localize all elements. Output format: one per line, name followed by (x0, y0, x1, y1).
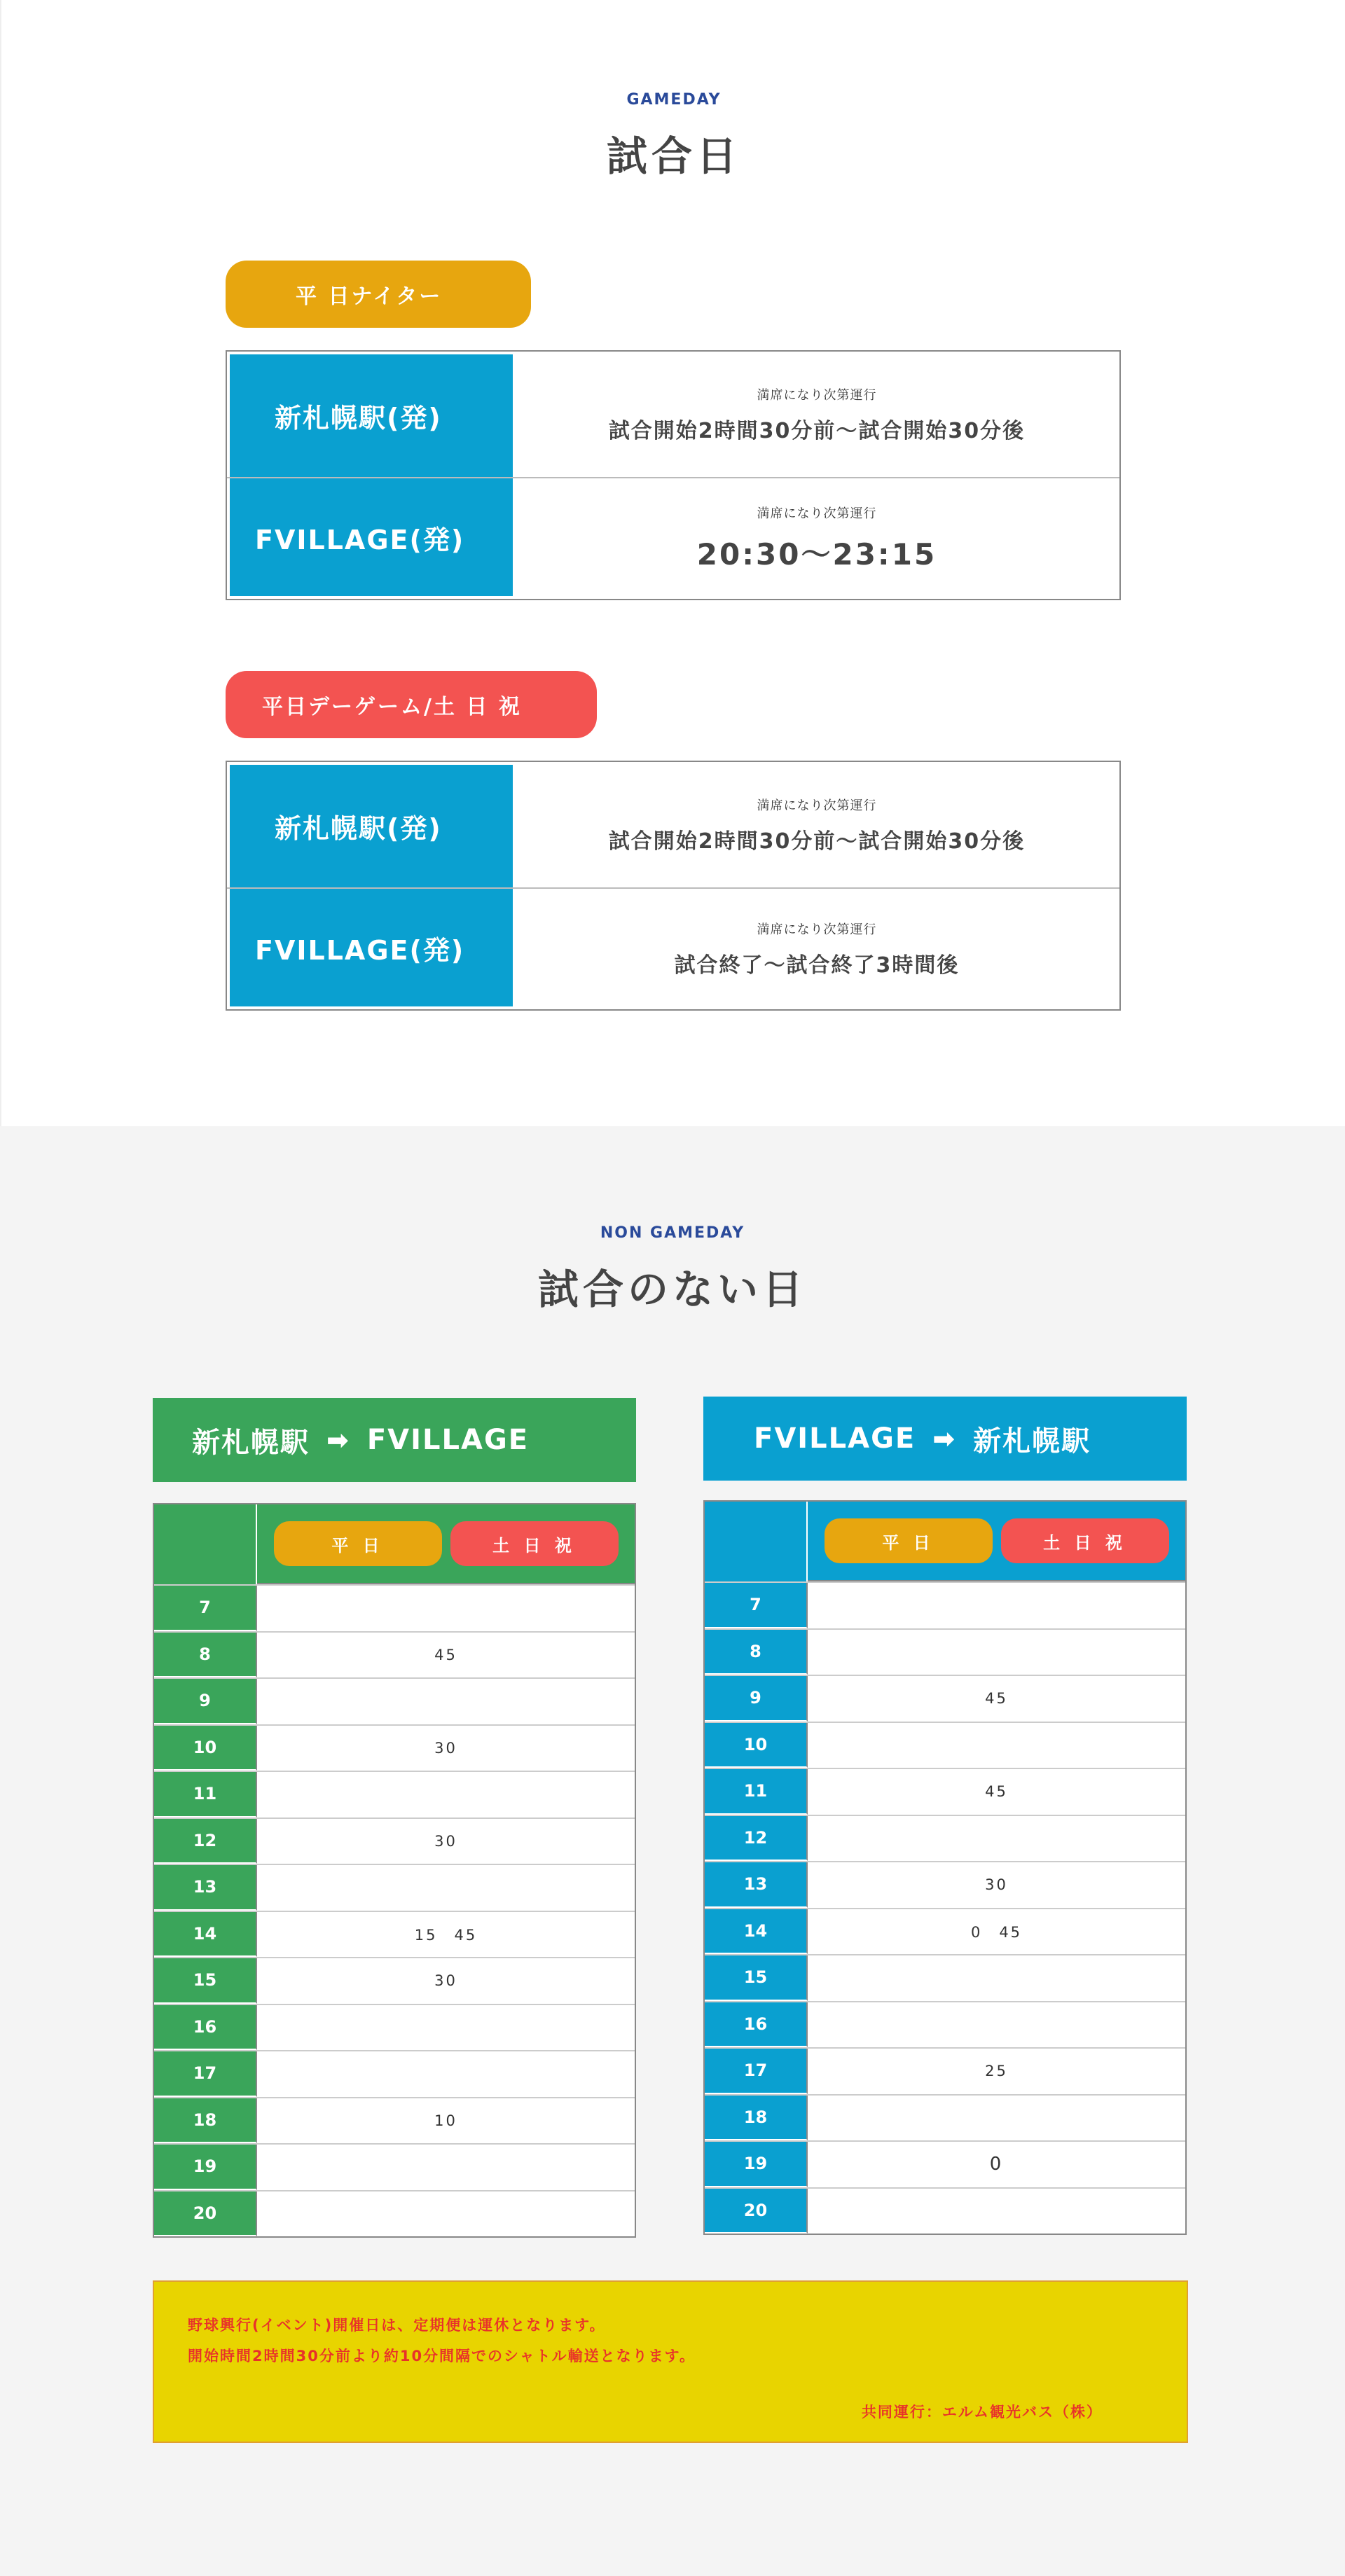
weekday-night-label: 平 日ナイター (296, 284, 443, 309)
service-notice (153, 2280, 1188, 2443)
gameday-eyebrow: GAMEDAY (626, 91, 722, 109)
hour-cell: 19 (705, 2142, 808, 2187)
timetable-row (154, 1817, 635, 1864)
route-a-from: 新札幌駅 (192, 1426, 310, 1459)
minutes-cell: 30 (985, 1876, 1008, 1894)
timetable-corner (705, 1502, 808, 1581)
timetable-row (154, 2097, 635, 2144)
timetable-row (154, 2190, 635, 2237)
day-game-label: 平日デーゲーム/土 日 祝 (262, 695, 522, 719)
notice-line-2: 開始時間2時間30分前より約10分間隔でのシャトル輸送となります。 (188, 2348, 696, 2364)
minutes-cell (257, 2051, 635, 2097)
schedule-time: 20:30～23:15 (696, 537, 937, 572)
weekday-night-schedule (226, 350, 1121, 600)
hour-cell: 12 (705, 1816, 808, 1862)
arrow-right-icon: ➡ (326, 1425, 350, 1455)
hour-cell: 14 (705, 1909, 808, 1955)
schedule-note: 満席になり次第運行 (757, 387, 877, 403)
timetable-row (705, 1861, 1185, 1908)
minutes-cell: 25 (985, 2063, 1008, 2080)
timetable-row (154, 2004, 635, 2051)
timetable-rows (154, 1584, 635, 2236)
hour-cell: 18 (154, 2098, 257, 2144)
minutes-cell (257, 1679, 635, 1724)
schedule-row (227, 477, 1119, 599)
schedule-note: 満席になり次第運行 (757, 798, 877, 813)
minutes-cell: 45 (434, 1646, 457, 1663)
schedule-time: 試合終了～試合終了3時間後 (674, 953, 960, 978)
hour-cell: 17 (154, 2051, 257, 2097)
timetable-row (705, 1675, 1185, 1722)
timetable-row (705, 2140, 1185, 2187)
hour-cell: 14 (154, 1912, 257, 1958)
schedule-time: 試合開始2時間30分前～試合開始30分後 (608, 418, 1026, 443)
minutes-cell (808, 1583, 1185, 1628)
timetable-corner (154, 1504, 257, 1584)
timetable-row (154, 1864, 635, 1911)
schedule-row (227, 762, 1119, 887)
minutes-cell (808, 1816, 1185, 1862)
day-game-schedule (226, 761, 1121, 1011)
hour-cell: 15 (154, 1958, 257, 2004)
station-label: 新札幌駅(発) (227, 352, 514, 477)
hour-cell: 10 (705, 1723, 808, 1768)
schedule-note: 満席になり次第運行 (757, 506, 877, 521)
route-b-timetable (703, 1500, 1187, 2235)
hour-cell: 16 (705, 2002, 808, 2048)
route-b-header (703, 1397, 1187, 1481)
timetable-row (154, 2050, 635, 2097)
route-a-header (153, 1398, 636, 1482)
schedule-body (514, 478, 1119, 599)
gameday-section (0, 0, 1345, 1126)
schedule-body (514, 762, 1119, 887)
arrow-right-icon: ➡ (932, 1423, 957, 1454)
timetable-header (154, 1504, 635, 1584)
minutes-cell: 10 (434, 2112, 457, 2129)
hour-cell: 20 (705, 2189, 808, 2234)
hour-cell: 18 (705, 2096, 808, 2141)
timetable-row (705, 2001, 1185, 2048)
day-type-tags (257, 1504, 635, 1584)
timetable-row (154, 1677, 635, 1724)
day-type-tags (808, 1502, 1185, 1581)
schedule-body (514, 352, 1119, 477)
weekday-tag: 平 日 (825, 1518, 993, 1563)
gameday-title: 試合日 (606, 132, 741, 180)
hour-cell: 11 (705, 1769, 808, 1815)
timetable-row (705, 1768, 1185, 1815)
hour-cell: 17 (705, 2049, 808, 2094)
minutes-cell: 15 45 (414, 1926, 478, 1944)
minutes-cell: 45 (985, 1690, 1008, 1708)
route-a-to: FVILLAGE (366, 1424, 530, 1456)
day-game-badge (226, 671, 597, 738)
minutes-cell (257, 2005, 635, 2051)
hour-cell: 9 (705, 1676, 808, 1722)
holiday-tag: 土 日 祝 (450, 1521, 619, 1566)
station-label: FVILLAGE(発) (227, 478, 514, 599)
hour-cell: 7 (705, 1583, 808, 1628)
hour-cell: 13 (154, 1865, 257, 1911)
weekday-night-badge (226, 261, 531, 328)
route-b-to: 新札幌駅 (973, 1425, 1091, 1457)
non-gameday-title: 試合のない日 (537, 1266, 807, 1313)
minutes-cell (808, 2096, 1185, 2141)
hour-cell: 11 (154, 1772, 257, 1817)
schedule-note: 満席になり次第運行 (757, 922, 877, 937)
weekday-tag: 平 日 (274, 1521, 442, 1566)
timetable-row (154, 1631, 635, 1678)
hour-cell: 15 (705, 1955, 808, 2001)
minutes-cell: 30 (434, 1832, 457, 1850)
schedule-row (227, 887, 1119, 1009)
non-gameday-eyebrow: NON GAMEDAY (600, 1224, 745, 1242)
station-label: 新札幌駅(発) (227, 762, 514, 887)
minutes-cell (808, 2189, 1185, 2234)
minutes-cell: 0 45 (970, 1923, 1023, 1941)
timetable-row (705, 2047, 1185, 2094)
timetable-row (154, 1724, 635, 1771)
timetable-row (705, 1628, 1185, 1675)
route-a-timetable (153, 1503, 636, 2238)
minutes-cell (257, 1586, 635, 1631)
minutes-cell (257, 1772, 635, 1817)
minutes-cell (808, 1723, 1185, 1768)
station-label: FVILLAGE(発) (227, 889, 514, 1009)
hour-cell: 7 (154, 1586, 257, 1631)
schedule-body (514, 889, 1119, 1009)
timetable-row (154, 1584, 635, 1631)
hour-cell: 10 (154, 1726, 257, 1771)
hour-cell: 8 (154, 1633, 257, 1678)
hour-cell: 19 (154, 2145, 257, 2190)
hour-cell: 8 (705, 1630, 808, 1675)
timetable-header (705, 1502, 1185, 1581)
minutes-cell: 30 (434, 1739, 457, 1757)
schedule-time: 試合開始2時間30分前～試合開始30分後 (608, 829, 1026, 854)
timetable-row (154, 1911, 635, 1958)
hour-cell: 16 (154, 2005, 257, 2051)
holiday-tag: 土 日 祝 (1001, 1518, 1169, 1563)
timetable-row (154, 1957, 635, 2004)
timetable-row (705, 2094, 1185, 2141)
minutes-cell (808, 2002, 1185, 2048)
timetable-row (705, 2187, 1185, 2234)
hour-cell: 13 (705, 1862, 808, 1908)
timetable-row (705, 1908, 1185, 1955)
notice-line-1: 野球興行(イベント)開催日は、定期便は運休となります。 (188, 2317, 606, 2334)
minutes-cell (257, 2191, 635, 2237)
minutes-cell (808, 1955, 1185, 2001)
minutes-cell: 0 (989, 2154, 1004, 2175)
notice-credit: 共同運行：エルム観光バス（株） (861, 2404, 1103, 2421)
hour-cell: 9 (154, 1679, 257, 1724)
minutes-cell (257, 2145, 635, 2190)
minutes-cell (257, 1865, 635, 1911)
route-b-from: FVILLAGE (754, 1422, 916, 1455)
timetable-row (705, 1581, 1185, 1628)
timetable-row (705, 1954, 1185, 2001)
minutes-cell: 45 (985, 1783, 1008, 1801)
timetable-rows (705, 1581, 1185, 2234)
timetable-row (154, 2143, 635, 2190)
schedule-row (227, 352, 1119, 477)
timetable-row (705, 1722, 1185, 1768)
timetable-row (154, 1771, 635, 1817)
minutes-cell (808, 1630, 1185, 1675)
hour-cell: 12 (154, 1819, 257, 1864)
hour-cell: 20 (154, 2191, 257, 2237)
timetable-row (705, 1815, 1185, 1862)
minutes-cell: 30 (434, 1972, 457, 1990)
